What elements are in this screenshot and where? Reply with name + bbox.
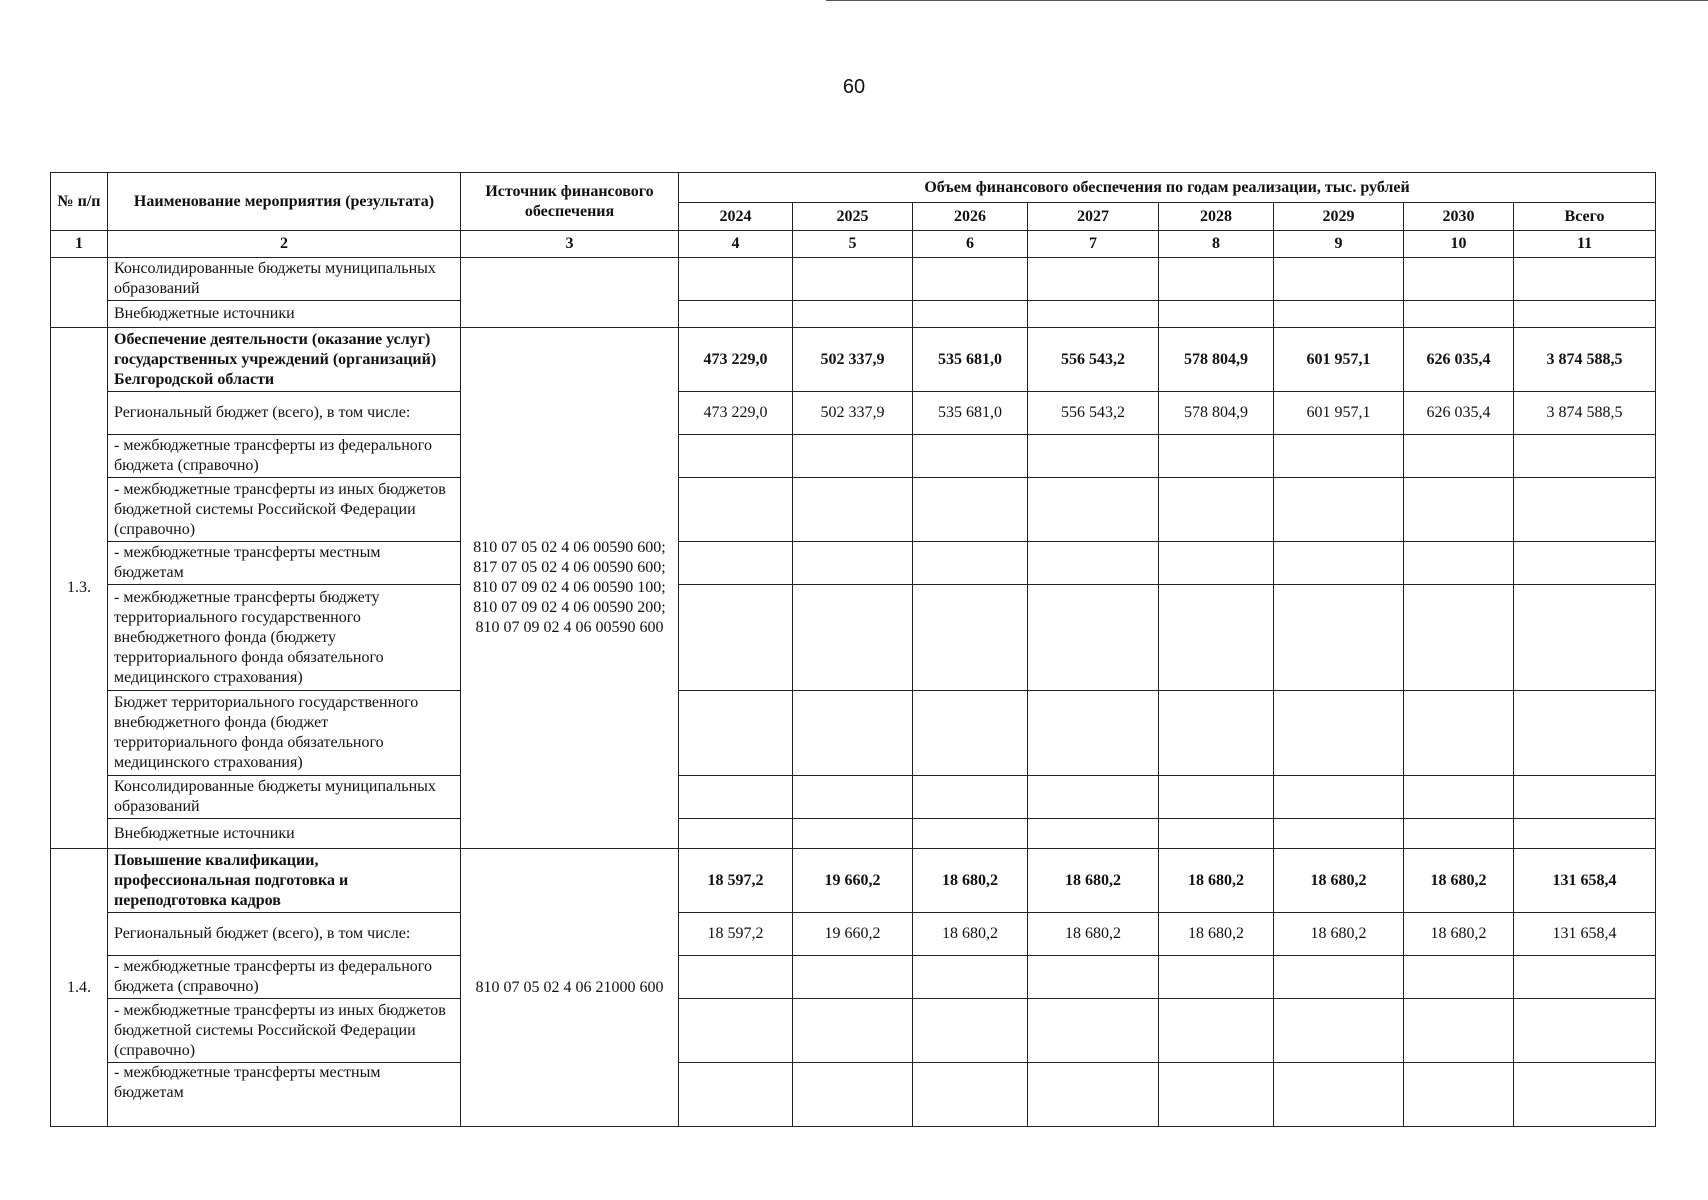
value-cell: 18 680,2 — [913, 913, 1028, 956]
row-name: Региональный бюджет (всего), в том числе: — [108, 913, 461, 956]
table-row — [51, 849, 1656, 913]
value-cell: 18 680,2 — [1274, 913, 1404, 956]
row-name: Обеспечение деятельности (оказание услуг) государственных учреждений (организаций) Белгородской области — [108, 328, 461, 392]
row-name: - межбюджетные трансферты из иных бюджетов бюджетной системы Российской Федерации (справочно) — [108, 999, 461, 1063]
column-number: 2 — [108, 231, 461, 258]
value-cell: 626 035,4 — [1404, 328, 1514, 392]
value-cell: 601 957,1 — [1274, 328, 1404, 392]
header-year: 2024 — [679, 203, 793, 231]
table-row — [51, 776, 1656, 819]
column-numbers-row — [51, 231, 1656, 258]
table-row — [51, 301, 1656, 328]
value-cell: 502 337,9 — [793, 328, 913, 392]
value-cell: 626 035,4 — [1404, 392, 1514, 435]
row-number-cell — [51, 258, 108, 328]
value-cell: 3 874 588,5 — [1514, 392, 1656, 435]
value-cell: 131 658,4 — [1514, 849, 1656, 913]
header-name: Наименование мероприятия (результата) — [108, 173, 461, 231]
value-cell: 3 874 588,5 — [1514, 328, 1656, 392]
table-row — [51, 328, 1656, 392]
value-cell: 19 660,2 — [793, 913, 913, 956]
value-cell: 18 597,2 — [679, 913, 793, 956]
value-cell: 131 658,4 — [1514, 913, 1656, 956]
value-cell: 556 543,2 — [1028, 392, 1159, 435]
header-num: № п/п — [51, 173, 108, 231]
table-row — [51, 392, 1656, 435]
value-cell: 502 337,9 — [793, 392, 913, 435]
row-name: Консолидированные бюджеты муниципальных образований — [108, 258, 461, 301]
value-cell: 18 680,2 — [1028, 913, 1159, 956]
value-cell: 19 660,2 — [793, 849, 913, 913]
column-number: 8 — [1159, 231, 1274, 258]
column-number: 3 — [461, 231, 679, 258]
header-year: 2027 — [1028, 203, 1159, 231]
value-cell: 535 681,0 — [913, 392, 1028, 435]
value-cell: 535 681,0 — [913, 328, 1028, 392]
value-cell: 18 597,2 — [679, 849, 793, 913]
table-row — [51, 478, 1656, 542]
value-cell: 578 804,9 — [1159, 328, 1274, 392]
value-cell: 18 680,2 — [1159, 913, 1274, 956]
row-name: Внебюджетные источники — [108, 819, 461, 849]
table-row — [51, 585, 1656, 691]
table-row — [51, 956, 1656, 999]
column-number: 5 — [793, 231, 913, 258]
column-number: 4 — [679, 231, 793, 258]
table-row — [51, 999, 1656, 1063]
financing-table — [50, 172, 1656, 1127]
page-number: 60 — [842, 76, 866, 98]
table-row — [51, 542, 1656, 585]
value-cell: 18 680,2 — [1404, 913, 1514, 956]
source-cell: 810 07 05 02 4 06 00590 600; 817 07 05 02 4 06 00590 600; 810 07 09 02 4 06 00590 100; 810 07 09 02 4 06 00590 200; 810 07 09 02 4 06 00590 600 — [461, 328, 679, 849]
header-year: 2029 — [1274, 203, 1404, 231]
column-number: 1 — [51, 231, 108, 258]
value-cell: 18 680,2 — [1404, 849, 1514, 913]
row-number-cell: 1.4. — [51, 849, 108, 1127]
value-cell: 18 680,2 — [1159, 849, 1274, 913]
row-name: Внебюджетные источники — [108, 301, 461, 328]
table-row — [51, 913, 1656, 956]
header-year: 2026 — [913, 203, 1028, 231]
column-number: 11 — [1514, 231, 1656, 258]
table-row — [51, 819, 1656, 849]
value-cell: 473 229,0 — [679, 392, 793, 435]
table-row — [51, 1063, 1656, 1127]
value-cell: 556 543,2 — [1028, 328, 1159, 392]
value-cell: 473 229,0 — [679, 328, 793, 392]
table-row — [51, 258, 1656, 301]
column-number: 7 — [1028, 231, 1159, 258]
table-row — [51, 691, 1656, 776]
column-number: 10 — [1404, 231, 1514, 258]
row-name: - межбюджетные трансферты из иных бюджетов бюджетной системы Российской Федерации (справочно) — [108, 478, 461, 542]
row-name: Региональный бюджет (всего), в том числе: — [108, 392, 461, 435]
value-cell: 578 804,9 — [1159, 392, 1274, 435]
row-name: - межбюджетные трансферты местным бюджетам — [108, 1063, 461, 1127]
row-name: Консолидированные бюджеты муниципальных образований — [108, 776, 461, 819]
column-number: 9 — [1274, 231, 1404, 258]
row-number-cell: 1.3. — [51, 328, 108, 849]
value-cell: 18 680,2 — [1274, 849, 1404, 913]
row-name: - межбюджетные трансферты из федерального бюджета (справочно) — [108, 435, 461, 478]
row-name: - межбюджетные трансферты местным бюджетам — [108, 542, 461, 585]
source-cell: 810 07 05 02 4 06 21000 600 — [461, 849, 679, 1127]
row-name: - межбюджетные трансферты бюджету территориального государственного внебюджетного фонда (бюджету территориального фонда обязательного медицинского страхования) — [108, 585, 461, 691]
header-source: Источник финансового обеспечения — [461, 173, 679, 231]
row-name: Повышение квалификации, профессиональная подготовка и переподготовка кадров — [108, 849, 461, 913]
row-name: Бюджет территориального государственного внебюджетного фонда (бюджет территориального фонда обязательного медицинского страхования) — [108, 691, 461, 776]
value-cell: 601 957,1 — [1274, 392, 1404, 435]
value-cell: 18 680,2 — [913, 849, 1028, 913]
value-cell: 18 680,2 — [1028, 849, 1159, 913]
header-total: Всего — [1514, 203, 1656, 231]
header-year: 2025 — [793, 203, 913, 231]
header-year: 2030 — [1404, 203, 1514, 231]
column-number: 6 — [913, 231, 1028, 258]
top-border-line — [826, 0, 1708, 1]
table-row — [51, 435, 1656, 478]
source-cell — [461, 258, 679, 328]
row-name: - межбюджетные трансферты из федерального бюджета (справочно) — [108, 956, 461, 999]
header-year: 2028 — [1159, 203, 1274, 231]
header-volume: Объем финансового обеспечения по годам реализации, тыс. рублей — [679, 173, 1656, 203]
